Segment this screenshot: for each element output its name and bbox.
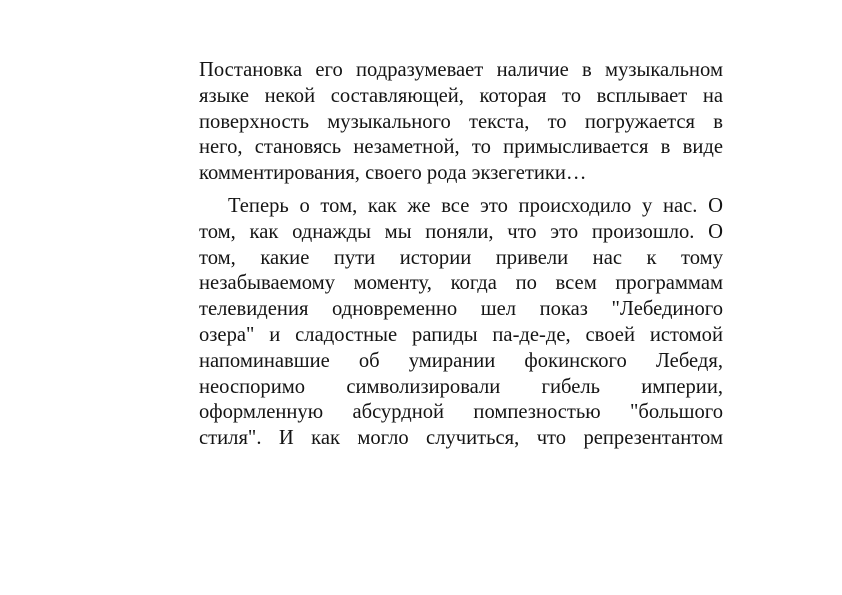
paragraph-1-line: поверхность музыкального текста, то погружается в	[199, 110, 723, 133]
paragraph-2-line: напоминавшие об умирании фокинского Лебедя,	[199, 349, 723, 372]
paragraph-2-line: оформленную абсурдной помпезностью "большого	[199, 401, 723, 424]
text-body	[199, 58, 723, 452]
paragraph-2-line: телевидения одновременно шел показ "Лебединого	[199, 298, 723, 321]
paragraph-2-line: неоспоримо символизировали гибель империи,	[199, 375, 723, 398]
paragraph-2-line: том, какие пути истории привели нас к тому	[199, 246, 723, 269]
paragraph-2	[199, 194, 723, 452]
paragraph-1	[199, 58, 723, 187]
paragraph-2-line: том, как однажды мы поняли, что это произошло. О	[199, 220, 723, 243]
paragraph-1-line: Постановка его подразумевает наличие в музыкальном	[199, 59, 723, 81]
paragraph-1-line: комментирования, своего рода экзегетики…	[199, 162, 587, 185]
paragraph-2-line: Теперь о том, как же все это происходило у нас. О	[228, 194, 723, 217]
paragraph-1-line: языке некой составляющей, которая то всплывает на	[199, 84, 723, 107]
paragraph-1-line: него, становясь незаметной, то примысливается в виде	[199, 136, 723, 159]
paragraph-2-line: незабываемому моменту, когда по всем программам	[199, 272, 723, 295]
paragraph-2-line: стиля". И как могло случиться, что репрезентантом	[199, 427, 723, 450]
paragraph-2-line: озера" и сладостные рапиды па-де-де, своей истомой	[199, 323, 723, 346]
